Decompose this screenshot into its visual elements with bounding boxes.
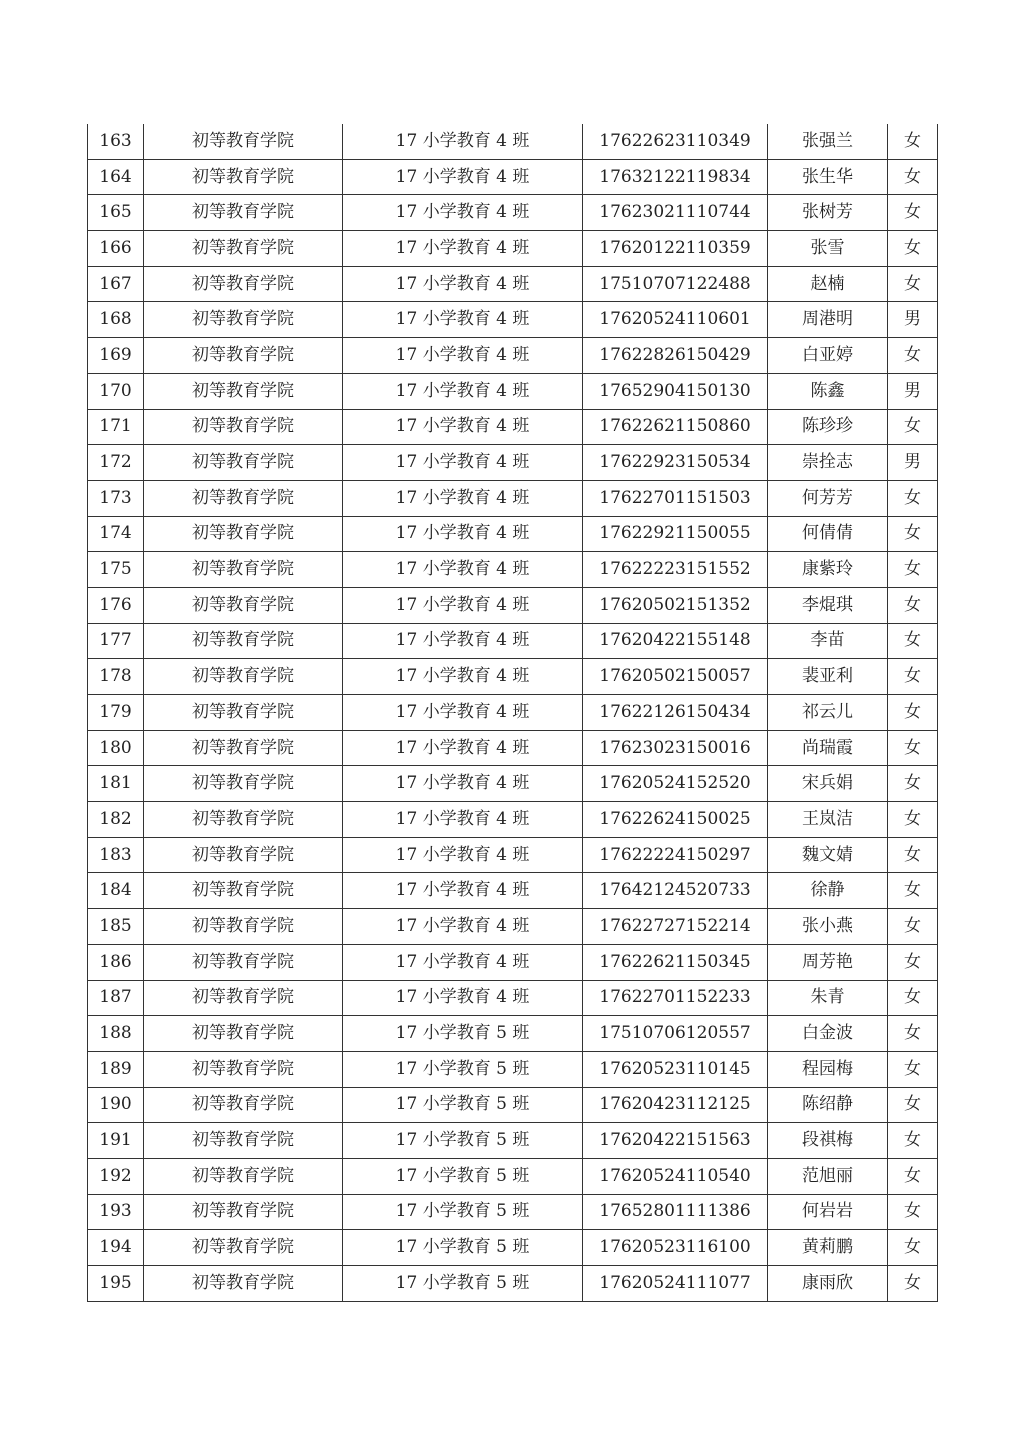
college-name-cell: 初等教育学院: [144, 802, 343, 838]
student-id-cell: 17652904150130: [583, 373, 768, 409]
student-id-cell: 17622921150055: [583, 516, 768, 552]
student-id-cell: 17620524152520: [583, 766, 768, 802]
student-id-cell: 17622826150429: [583, 338, 768, 374]
row-number-cell: 188: [88, 1016, 144, 1052]
student-id-cell: 17620523110145: [583, 1051, 768, 1087]
gender-cell: 女: [888, 944, 938, 980]
row-number-cell: 187: [88, 980, 144, 1016]
row-number-cell: 174: [88, 516, 144, 552]
student-id-cell: 17632122119834: [583, 159, 768, 195]
row-number-cell: 192: [88, 1158, 144, 1194]
gender-cell: 女: [888, 873, 938, 909]
class-name-cell: 17 小学教育 4 班: [343, 338, 583, 374]
college-name-cell: 初等教育学院: [144, 659, 343, 695]
student-id-cell: 17620422151563: [583, 1123, 768, 1159]
college-name-cell: 初等教育学院: [144, 730, 343, 766]
row-number-cell: 178: [88, 659, 144, 695]
college-name-cell: 初等教育学院: [144, 552, 343, 588]
college-name-cell: 初等教育学院: [144, 766, 343, 802]
college-name-cell: 初等教育学院: [144, 302, 343, 338]
student-id-cell: 17620523116100: [583, 1230, 768, 1266]
table-row: [88, 1087, 938, 1123]
gender-cell: 女: [888, 802, 938, 838]
class-name-cell: 17 小学教育 4 班: [343, 445, 583, 481]
student-name-cell: 朱青: [768, 980, 888, 1016]
table-row: [88, 480, 938, 516]
gender-cell: 女: [888, 1194, 938, 1230]
gender-cell: 女: [888, 516, 938, 552]
college-name-cell: 初等教育学院: [144, 480, 343, 516]
class-name-cell: 17 小学教育 4 班: [343, 944, 583, 980]
student-id-cell: 17510706120557: [583, 1016, 768, 1052]
student-id-cell: 17622624150025: [583, 802, 768, 838]
college-name-cell: 初等教育学院: [144, 1194, 343, 1230]
student-name-cell: 白亚婷: [768, 338, 888, 374]
row-number-cell: 191: [88, 1123, 144, 1159]
row-number-cell: 180: [88, 730, 144, 766]
table-row: [88, 231, 938, 267]
student-id-cell: 17622623110349: [583, 124, 768, 159]
student-id-cell: 17620423112125: [583, 1087, 768, 1123]
class-name-cell: 17 小学教育 4 班: [343, 873, 583, 909]
class-name-cell: 17 小学教育 4 班: [343, 766, 583, 802]
student-name-cell: 张强兰: [768, 124, 888, 159]
student-name-cell: 李焜琪: [768, 587, 888, 623]
class-name-cell: 17 小学教育 5 班: [343, 1051, 583, 1087]
student-id-cell: 17620502151352: [583, 587, 768, 623]
class-name-cell: 17 小学教育 4 班: [343, 695, 583, 731]
class-name-cell: 17 小学教育 4 班: [343, 837, 583, 873]
college-name-cell: 初等教育学院: [144, 1266, 343, 1302]
row-number-cell: 175: [88, 552, 144, 588]
gender-cell: 女: [888, 480, 938, 516]
table-row: [88, 516, 938, 552]
class-name-cell: 17 小学教育 4 班: [343, 231, 583, 267]
row-number-cell: 166: [88, 231, 144, 267]
student-id-cell: 17642124520733: [583, 873, 768, 909]
student-id-cell: 17620524111077: [583, 1266, 768, 1302]
row-number-cell: 165: [88, 195, 144, 231]
row-number-cell: 195: [88, 1266, 144, 1302]
student-id-cell: 17622727152214: [583, 909, 768, 945]
table-row: [88, 552, 938, 588]
table-row: [88, 195, 938, 231]
gender-cell: 女: [888, 1087, 938, 1123]
college-name-cell: 初等教育学院: [144, 1158, 343, 1194]
row-number-cell: 193: [88, 1194, 144, 1230]
gender-cell: 女: [888, 338, 938, 374]
student-name-cell: 崇拴志: [768, 445, 888, 481]
table-row: [88, 338, 938, 374]
student-name-cell: 魏文婧: [768, 837, 888, 873]
college-name-cell: 初等教育学院: [144, 159, 343, 195]
row-number-cell: 170: [88, 373, 144, 409]
college-name-cell: 初等教育学院: [144, 1123, 343, 1159]
gender-cell: 女: [888, 659, 938, 695]
college-name-cell: 初等教育学院: [144, 695, 343, 731]
class-name-cell: 17 小学教育 4 班: [343, 373, 583, 409]
row-number-cell: 172: [88, 445, 144, 481]
class-name-cell: 17 小学教育 4 班: [343, 552, 583, 588]
student-id-cell: 17620502150057: [583, 659, 768, 695]
class-name-cell: 17 小学教育 4 班: [343, 266, 583, 302]
college-name-cell: 初等教育学院: [144, 409, 343, 445]
student-id-cell: 17620422155148: [583, 623, 768, 659]
college-name-cell: 初等教育学院: [144, 1051, 343, 1087]
student-id-cell: 17622621150860: [583, 409, 768, 445]
college-name-cell: 初等教育学院: [144, 944, 343, 980]
student-name-cell: 祁云儿: [768, 695, 888, 731]
gender-cell: 男: [888, 373, 938, 409]
row-number-cell: 176: [88, 587, 144, 623]
class-name-cell: 17 小学教育 4 班: [343, 195, 583, 231]
row-number-cell: 167: [88, 266, 144, 302]
student-name-cell: 裴亚利: [768, 659, 888, 695]
college-name-cell: 初等教育学院: [144, 873, 343, 909]
class-name-cell: 17 小学教育 5 班: [343, 1123, 583, 1159]
row-number-cell: 179: [88, 695, 144, 731]
row-number-cell: 173: [88, 480, 144, 516]
college-name-cell: 初等教育学院: [144, 1016, 343, 1052]
table-row: [88, 1266, 938, 1302]
table-row: [88, 802, 938, 838]
table-row: [88, 695, 938, 731]
student-id-cell: 17622701151503: [583, 480, 768, 516]
college-name-cell: 初等教育学院: [144, 231, 343, 267]
gender-cell: 女: [888, 623, 938, 659]
gender-cell: 女: [888, 195, 938, 231]
student-name-cell: 徐静: [768, 873, 888, 909]
row-number-cell: 181: [88, 766, 144, 802]
row-number-cell: 168: [88, 302, 144, 338]
gender-cell: 女: [888, 1266, 938, 1302]
college-name-cell: 初等教育学院: [144, 1087, 343, 1123]
college-name-cell: 初等教育学院: [144, 266, 343, 302]
table-row: [88, 1051, 938, 1087]
student-name-cell: 康紫玲: [768, 552, 888, 588]
gender-cell: 女: [888, 695, 938, 731]
student-name-cell: 何芳芳: [768, 480, 888, 516]
student-id-cell: 17622701152233: [583, 980, 768, 1016]
class-name-cell: 17 小学教育 4 班: [343, 159, 583, 195]
college-name-cell: 初等教育学院: [144, 373, 343, 409]
gender-cell: 女: [888, 837, 938, 873]
college-name-cell: 初等教育学院: [144, 338, 343, 374]
table-row: [88, 1158, 938, 1194]
college-name-cell: 初等教育学院: [144, 124, 343, 159]
student-id-cell: 17622923150534: [583, 445, 768, 481]
class-name-cell: 17 小学教育 5 班: [343, 1230, 583, 1266]
table-row: [88, 730, 938, 766]
table-row: [88, 1194, 938, 1230]
row-number-cell: 186: [88, 944, 144, 980]
table-row: [88, 944, 938, 980]
gender-cell: 女: [888, 1230, 938, 1266]
table-row: [88, 409, 938, 445]
student-name-cell: 段祺梅: [768, 1123, 888, 1159]
table-row: [88, 980, 938, 1016]
student-id-cell: 17620524110540: [583, 1158, 768, 1194]
student-name-cell: 白金波: [768, 1016, 888, 1052]
gender-cell: 女: [888, 124, 938, 159]
gender-cell: 女: [888, 266, 938, 302]
row-number-cell: 182: [88, 802, 144, 838]
row-number-cell: 185: [88, 909, 144, 945]
gender-cell: 女: [888, 1016, 938, 1052]
college-name-cell: 初等教育学院: [144, 195, 343, 231]
gender-cell: 女: [888, 231, 938, 267]
row-number-cell: 164: [88, 159, 144, 195]
student-id-cell: 17622223151552: [583, 552, 768, 588]
row-number-cell: 169: [88, 338, 144, 374]
student-id-cell: 17623023150016: [583, 730, 768, 766]
table-row: [88, 1123, 938, 1159]
table-row: [88, 909, 938, 945]
student-name-cell: 何倩倩: [768, 516, 888, 552]
class-name-cell: 17 小学教育 5 班: [343, 1158, 583, 1194]
class-name-cell: 17 小学教育 5 班: [343, 1266, 583, 1302]
student-id-cell: 17620524110601: [583, 302, 768, 338]
class-name-cell: 17 小学教育 4 班: [343, 480, 583, 516]
student-id-cell: 17622224150297: [583, 837, 768, 873]
row-number-cell: 183: [88, 837, 144, 873]
table-row: [88, 873, 938, 909]
row-number-cell: 177: [88, 623, 144, 659]
class-name-cell: 17 小学教育 4 班: [343, 516, 583, 552]
gender-cell: 女: [888, 159, 938, 195]
student-name-cell: 李苗: [768, 623, 888, 659]
class-name-cell: 17 小学教育 4 班: [343, 409, 583, 445]
class-name-cell: 17 小学教育 4 班: [343, 909, 583, 945]
college-name-cell: 初等教育学院: [144, 623, 343, 659]
gender-cell: 女: [888, 980, 938, 1016]
student-name-cell: 尚瑞霞: [768, 730, 888, 766]
student-id-cell: 17622126150434: [583, 695, 768, 731]
class-name-cell: 17 小学教育 4 班: [343, 659, 583, 695]
gender-cell: 女: [888, 552, 938, 588]
gender-cell: 男: [888, 302, 938, 338]
table-row: [88, 124, 938, 159]
student-id-cell: 17510707122488: [583, 266, 768, 302]
table-row: [88, 1230, 938, 1266]
table-row: [88, 373, 938, 409]
class-name-cell: 17 小学教育 4 班: [343, 802, 583, 838]
student-name-cell: 张生华: [768, 159, 888, 195]
student-name-cell: 宋兵娟: [768, 766, 888, 802]
table-row: [88, 302, 938, 338]
college-name-cell: 初等教育学院: [144, 445, 343, 481]
row-number-cell: 163: [88, 124, 144, 159]
student-name-cell: 陈绍静: [768, 1087, 888, 1123]
gender-cell: 女: [888, 1158, 938, 1194]
table-row: [88, 587, 938, 623]
table-row: [88, 766, 938, 802]
table-row: [88, 837, 938, 873]
class-name-cell: 17 小学教育 5 班: [343, 1016, 583, 1052]
gender-cell: 男: [888, 445, 938, 481]
student-id-cell: 17620122110359: [583, 231, 768, 267]
class-name-cell: 17 小学教育 4 班: [343, 124, 583, 159]
student-name-cell: 张雪: [768, 231, 888, 267]
row-number-cell: 171: [88, 409, 144, 445]
gender-cell: 女: [888, 730, 938, 766]
college-name-cell: 初等教育学院: [144, 909, 343, 945]
student-name-cell: 康雨欣: [768, 1266, 888, 1302]
row-number-cell: 184: [88, 873, 144, 909]
class-name-cell: 17 小学教育 4 班: [343, 302, 583, 338]
gender-cell: 女: [888, 587, 938, 623]
college-name-cell: 初等教育学院: [144, 837, 343, 873]
student-id-cell: 17652801111386: [583, 1194, 768, 1230]
table-row: [88, 623, 938, 659]
gender-cell: 女: [888, 409, 938, 445]
class-name-cell: 17 小学教育 5 班: [343, 1194, 583, 1230]
class-name-cell: 17 小学教育 4 班: [343, 730, 583, 766]
gender-cell: 女: [888, 1051, 938, 1087]
table-row: [88, 659, 938, 695]
student-name-cell: 陈鑫: [768, 373, 888, 409]
student-name-cell: 张小燕: [768, 909, 888, 945]
student-name-cell: 程园梅: [768, 1051, 888, 1087]
class-name-cell: 17 小学教育 5 班: [343, 1087, 583, 1123]
student-name-cell: 范旭丽: [768, 1158, 888, 1194]
college-name-cell: 初等教育学院: [144, 1230, 343, 1266]
class-name-cell: 17 小学教育 4 班: [343, 623, 583, 659]
student-name-cell: 陈珍珍: [768, 409, 888, 445]
college-name-cell: 初等教育学院: [144, 587, 343, 623]
student-name-cell: 赵楠: [768, 266, 888, 302]
student-id-cell: 17622621150345: [583, 944, 768, 980]
class-name-cell: 17 小学教育 4 班: [343, 587, 583, 623]
student-name-cell: 王岚洁: [768, 802, 888, 838]
student-name-cell: 周芳艳: [768, 944, 888, 980]
roster-body: [88, 124, 938, 1301]
row-number-cell: 189: [88, 1051, 144, 1087]
gender-cell: 女: [888, 766, 938, 802]
gender-cell: 女: [888, 1123, 938, 1159]
row-number-cell: 190: [88, 1087, 144, 1123]
table-row: [88, 1016, 938, 1052]
row-number-cell: 194: [88, 1230, 144, 1266]
student-roster-table: [87, 124, 938, 1302]
table-row: [88, 266, 938, 302]
student-id-cell: 17623021110744: [583, 195, 768, 231]
table-row: [88, 159, 938, 195]
gender-cell: 女: [888, 909, 938, 945]
student-name-cell: 何岩岩: [768, 1194, 888, 1230]
class-name-cell: 17 小学教育 4 班: [343, 980, 583, 1016]
college-name-cell: 初等教育学院: [144, 516, 343, 552]
student-name-cell: 黄莉鹏: [768, 1230, 888, 1266]
student-name-cell: 周港明: [768, 302, 888, 338]
college-name-cell: 初等教育学院: [144, 980, 343, 1016]
student-name-cell: 张树芳: [768, 195, 888, 231]
table-row: [88, 445, 938, 481]
